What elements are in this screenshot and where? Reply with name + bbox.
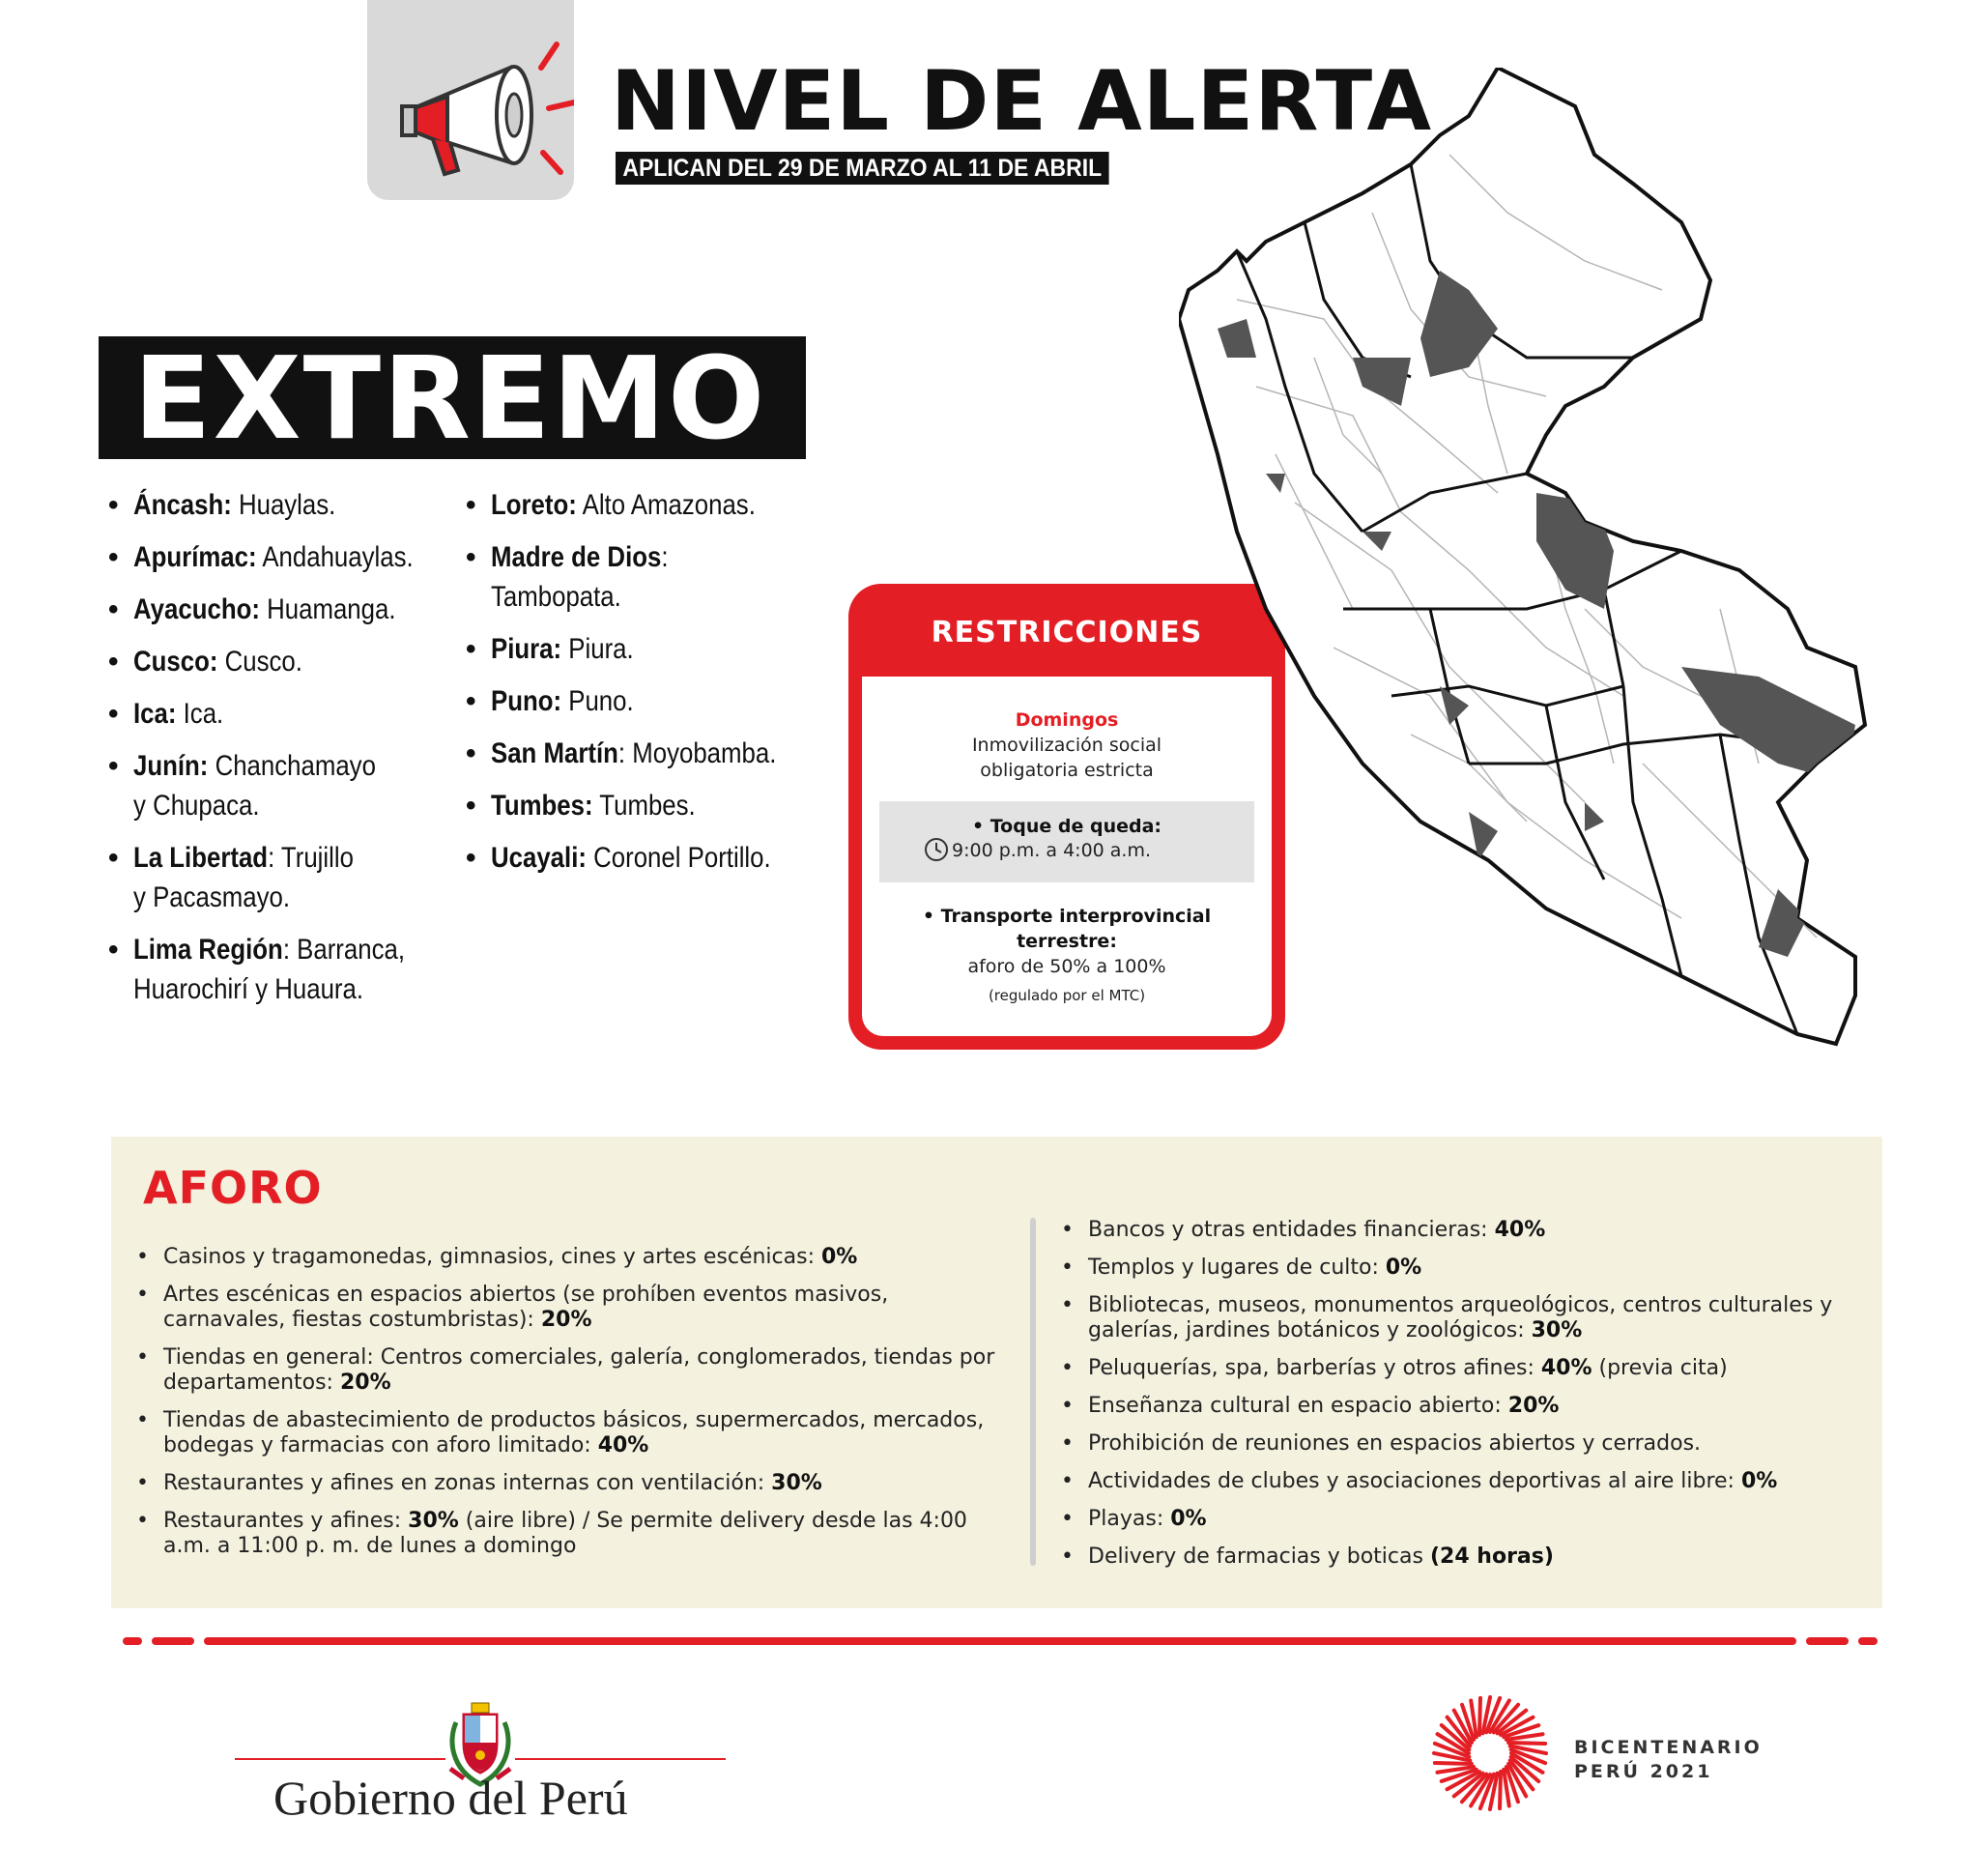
province-item: • San Martín: Moyobamba. — [460, 734, 827, 773]
transport-capacity: aforo de 50% a 100% — [967, 956, 1166, 977]
provinces-list-left — [102, 485, 460, 1022]
bicentennial-line-1: BICENTENARIO — [1574, 1737, 1763, 1758]
transport-line-2: terrestre: — [1017, 931, 1117, 952]
date-range-subtitle: APLICAN DEL 29 DE MARZO AL 11 DE ABRIL — [616, 152, 1109, 185]
megaphone-tile — [367, 0, 574, 200]
aforo-item: • Bibliotecas, museos, monumentos arqueológicos, centros culturales y galerías, jardines botánicos y zoológicos: 30% — [1059, 1293, 1861, 1343]
divider-dash — [1806, 1637, 1849, 1645]
aforo-item: • Peluquerías, spa, barberías y otros afines: 40% (previa cita) — [1059, 1356, 1861, 1381]
province-item: • Madre de Dios: Tambopata. — [460, 537, 827, 617]
bicentennial-line-2: PERÚ 2021 — [1574, 1761, 1713, 1782]
province-item: • Cusco: Cusco. — [102, 642, 460, 681]
province-item: • Tumbes: Tumbes. — [460, 786, 827, 825]
aforo-list-right — [1059, 1218, 1861, 1582]
peru-map — [1179, 68, 1884, 1063]
aforo-item: • Casinos y tragamonedas, gimnasios, cines y artes escénicas: 0% — [134, 1245, 1014, 1270]
bicentennial-text — [1574, 1736, 1763, 1784]
aforo-divider — [1030, 1218, 1036, 1566]
aforo-item: • Playas: 0% — [1059, 1507, 1861, 1532]
sunday-line-2: obligatoria estricta — [980, 760, 1154, 781]
aforo-item: • Tiendas de abastecimiento de productos básicos, supermercados, mercados, bodegas y farmacias con aforo limitado: 40% — [134, 1408, 1014, 1458]
aforo-title: AFORO — [143, 1162, 323, 1214]
divider-dash — [123, 1637, 142, 1645]
aforo-list-left — [134, 1245, 1014, 1572]
provinces-list-right — [460, 485, 827, 890]
sunday-label: Domingos — [1015, 709, 1119, 731]
curfew-hours: 9:00 p.m. a 4:00 a.m. — [952, 840, 1152, 861]
transport-note: (regulado por el MTC) — [988, 987, 1146, 1004]
bicentennial-sun-icon — [1428, 1691, 1552, 1815]
divider-dash — [1858, 1637, 1878, 1645]
gov-line-right — [515, 1758, 726, 1760]
province-item: • La Libertad: Trujillo y Pacasmayo. — [102, 838, 460, 917]
alert-level-label: EXTREMO — [133, 332, 767, 465]
megaphone-icon — [367, 0, 574, 200]
aforo-item: • Tiendas en general: Centros comerciales, galería, conglomerados, tiendas por departamentos: 20% — [134, 1345, 1014, 1396]
aforo-item: • Restaurantes y afines en zonas internas con ventilación: 30% — [134, 1471, 1014, 1496]
government-name: Gobierno del Perú — [273, 1771, 628, 1825]
province-item: • Áncash: Huaylas. — [102, 485, 460, 525]
aforo-item: • Bancos y otras entidades financieras: 40% — [1059, 1218, 1861, 1243]
aforo-item: • Artes escénicas en espacios abiertos (se prohíben eventos masivos, carnavales, fiestas costumbristas): 20% — [134, 1283, 1014, 1333]
province-item: • Ayacucho: Huamanga. — [102, 590, 460, 629]
gov-line-left — [235, 1758, 445, 1760]
aforo-item: • Restaurantes y afines: 30% (aire libre) / Se permite delivery desde las 4:00 a.m. a 11:00 p. m. de lunes a domingo — [134, 1509, 1014, 1559]
province-item: • Junín: Chanchamayo y Chupaca. — [102, 746, 460, 825]
province-item: • Apurímac: Andahuaylas. — [102, 537, 460, 577]
restrictions-title: RESTRICCIONES — [931, 616, 1203, 649]
divider-line — [204, 1637, 1796, 1645]
province-item: • Puno: Puno. — [460, 681, 827, 721]
province-item: • Ucayali: Coronel Portillo. — [460, 838, 827, 878]
page-title: NIVEL DE ALERTA — [611, 53, 1433, 150]
province-item: • Piura: Piura. — [460, 629, 827, 669]
aforo-item: • Templos y lugares de culto: 0% — [1059, 1255, 1861, 1281]
province-item: • Lima Región: Barranca, Huarochirí y Huaura. — [102, 930, 460, 1009]
province-item: • Ica: Ica. — [102, 694, 460, 734]
province-item: • Loreto: Alto Amazonas. — [460, 485, 827, 525]
aforo-item: • Actividades de clubes y asociaciones deportivas al aire libre: 0% — [1059, 1469, 1861, 1494]
clock-icon — [923, 836, 950, 863]
aforo-item: • Enseñanza cultural en espacio abierto: 20% — [1059, 1394, 1861, 1419]
transport-line-1: • Transporte interprovincial — [922, 906, 1212, 927]
divider-dash — [152, 1637, 194, 1645]
sunday-line-1: Inmovilización social — [971, 735, 1162, 756]
aforo-item: • Prohibición de reuniones en espacios abiertos y cerrados. — [1059, 1431, 1861, 1457]
curfew-label: • Toque de queda: — [971, 816, 1162, 837]
aforo-item: • Delivery de farmacias y boticas (24 horas) — [1059, 1544, 1861, 1570]
